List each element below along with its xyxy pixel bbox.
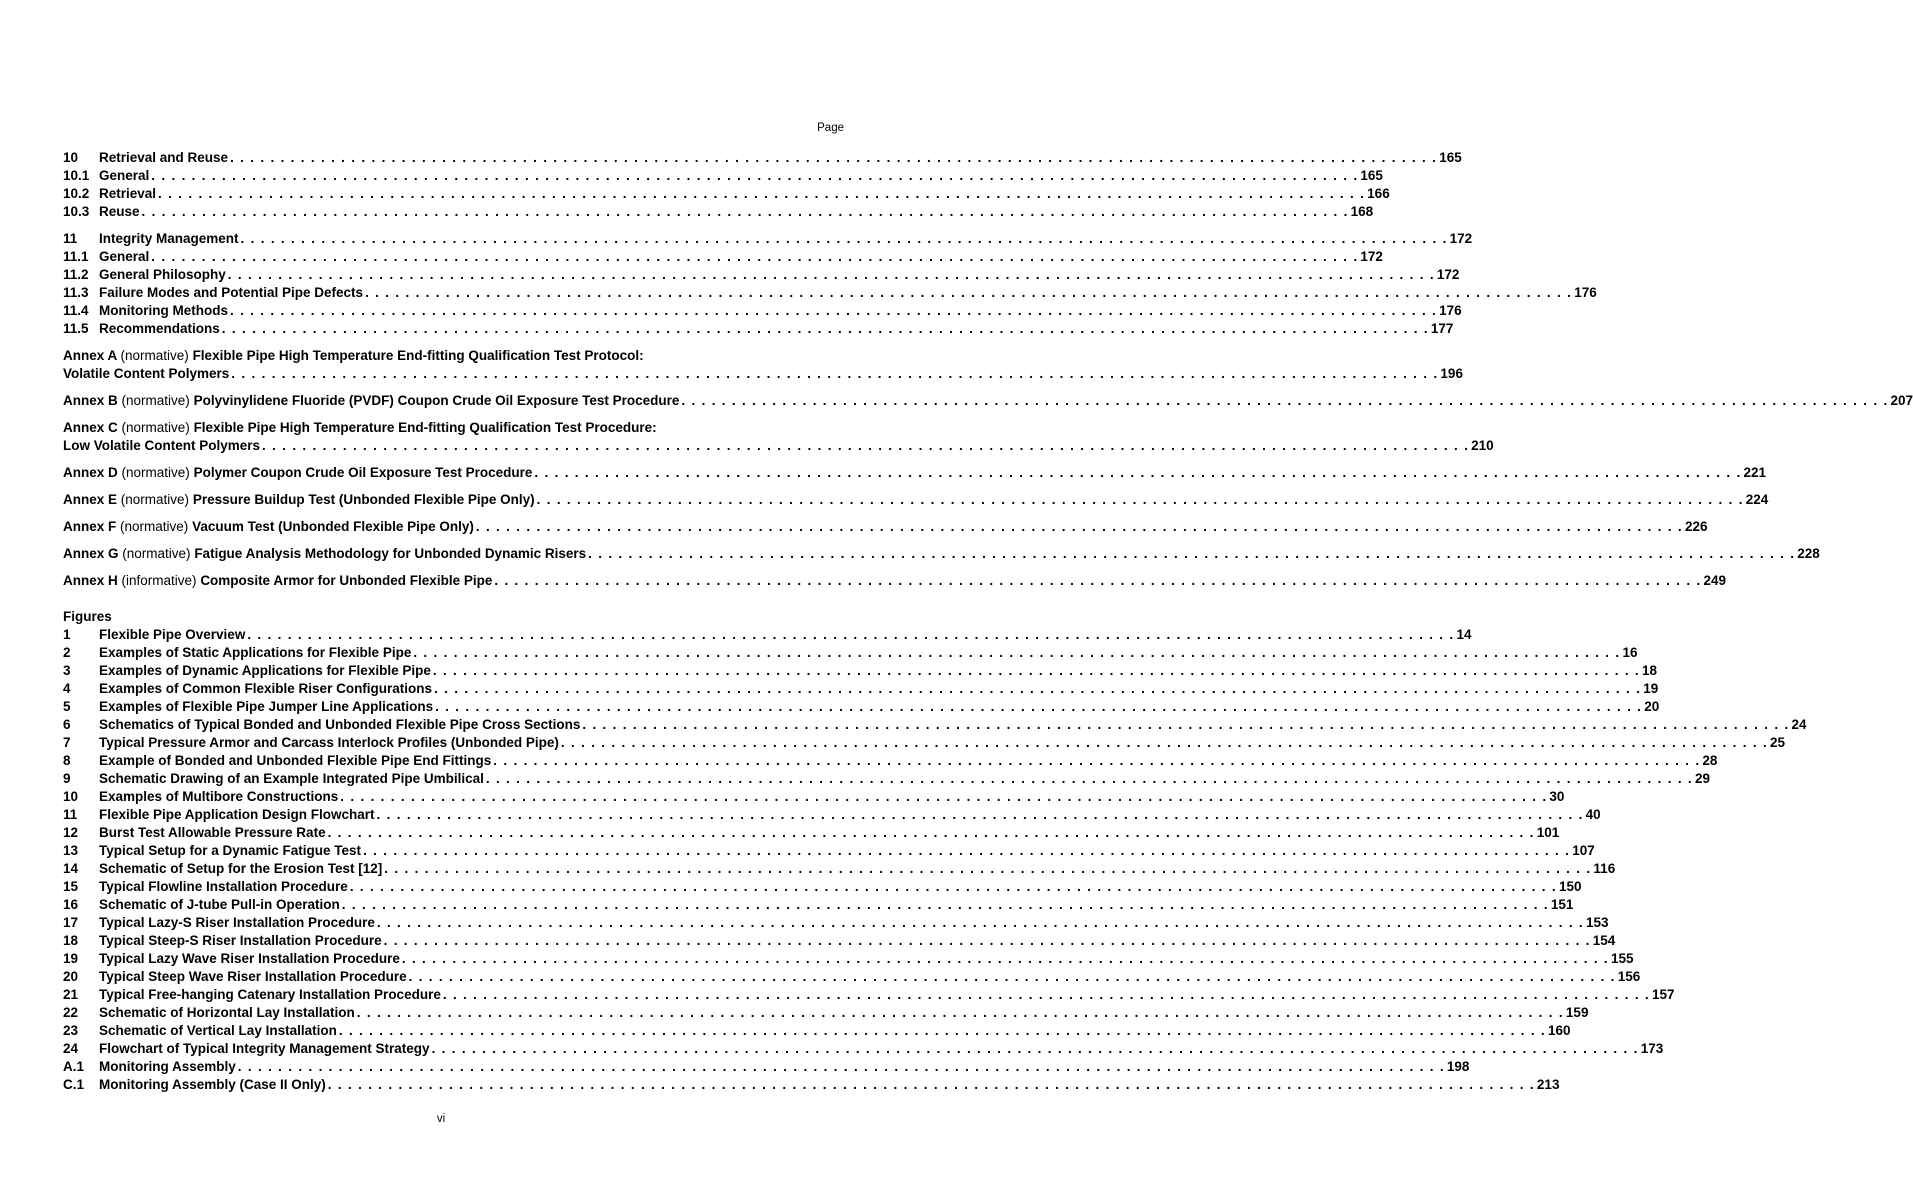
figure-entry[interactable] (63, 788, 1565, 806)
entry-page: 173 (1640, 1041, 1664, 1056)
entry-number: 15 (63, 879, 79, 894)
figure-entry[interactable] (63, 716, 1807, 734)
entry-number: 23 (63, 1023, 79, 1038)
spacer (63, 383, 820, 392)
annex-heading (63, 518, 474, 536)
annex-label: Annex D (63, 465, 118, 480)
entry-page: 101 (1536, 825, 1560, 840)
annex-kind: (normative) (122, 546, 191, 561)
annex-title: Vacuum Test (Unbonded Flexible Pipe Only) (192, 519, 474, 534)
dot-leader: . . . . . . . . . . . . . . . . . . . . . . . . . . . . . . . . . . . . . . . . . . . . . . . . . . . . . . . . . . . . . . . . . . . . . . . . . . . . . . . . . . . . . . . . . . . . . . . . . . . . . . . . . . . . . . . . . . . . . . . . (681, 393, 1889, 408)
entry-number: 10.2 (63, 186, 90, 201)
dot-leader: . . . . . . . . . . . . . . . . . . . . . . . . . . . . . . . . . . . . . . . . . . . . . . . . . . . . . . . . . . . . . . . . . . . . . . . . . . . . . . . . . . . . . . . . . . . . . . . . . . . . . . . . . . . . . . . . . . . . . . . . (356, 1005, 1564, 1020)
dot-leader: . . . . . . . . . . . . . . . . . . . . . . . . . . . . . . . . . . . . . . . . . . . . . . . . . . . . . . . . . . . . . . . . . . . . . . . . . . . . . . . . . . . . . . . . . . . . . . . . . . . . . . . . . . . . . . . . . . . . . . . . (442, 987, 1650, 1002)
annex-title: Polyvinylidene Fluoride (PVDF) Coupon Crude Oil Exposure Test Procedure (193, 393, 680, 408)
entry-page: 14 (1456, 627, 1472, 642)
annex-kind: (normative) (120, 519, 189, 534)
entry-page: 154 (1592, 933, 1616, 948)
dot-leader: . . . . . . . . . . . . . . . . . . . . . . . . . . . . . . . . . . . . . . . . . . . . . . . . . . . . . . . . . . . . . . . . . . . . . . . . . . . . . . . . . . . . . . . . . . . . . . . . . . . . . . . . . . . . . . . . . . . . . . . . (141, 204, 1349, 219)
toc-entry[interactable] (63, 149, 1462, 167)
entry-title: Recommendations (99, 321, 220, 336)
entry-title: Burst Test Allowable Pressure Rate (99, 825, 326, 840)
entry-page: 176 (1439, 303, 1462, 318)
entry-title: Typical Setup for a Dynamic Fatigue Test (99, 843, 362, 858)
annex-kind: (normative) (121, 420, 190, 435)
toc-entry-annex[interactable] (63, 545, 1820, 563)
entry-page: 249 (1703, 573, 1726, 588)
entry-title: Typical Steep Wave Riser Installation Procedure (99, 969, 407, 984)
entry-number: A.1 (63, 1059, 85, 1074)
figure-entry[interactable] (63, 824, 1560, 842)
entry-title: General (99, 249, 150, 264)
entry-page: 19 (1643, 681, 1659, 696)
entry-page: 156 (1617, 969, 1641, 984)
dot-leader: . . . . . . . . . . . . . . . . . . . . . . . . . . . . . . . . . . . . . . . . . . . . . . . . . . . . . . . . . . . . . . . . . . . . . . . . . . . . . . . . . . . . . . . . . . . . . . . . . . . . . . . . . . . . . . . . . . . . . . . . (365, 285, 1573, 300)
entry-page: 207 (1890, 393, 1913, 408)
figure-entry[interactable] (63, 680, 1659, 698)
toc-entry-annex[interactable] (63, 437, 1494, 455)
entry-title: Retrieval and Reuse (99, 150, 229, 165)
entry-page: 25 (1770, 735, 1786, 750)
entry-page: 221 (1743, 465, 1767, 480)
entry-number: 16 (63, 897, 79, 912)
entry-page: 165 (1439, 150, 1462, 165)
figure-entry[interactable] (63, 914, 1609, 932)
spacer (63, 509, 820, 518)
entry-page: 155 (1610, 951, 1634, 966)
entry-title: Typical Flowline Installation Procedure (99, 879, 348, 894)
dot-leader: . . . . . . . . . . . . . . . . . . . . . . . . . . . . . . . . . . . . . . . . . . . . . . . . . . . . . . . . . . . . . . . . . . . . . . . . . . . . . . . . . . . . . . . . . . . . . . . . . . . . . . . . . . . . . . . . . . . . . . . . (338, 1023, 1546, 1038)
dot-leader: . . . . . . . . . . . . . . . . . . . . . . . . . . . . . . . . . . . . . . . . . . . . . . . . . . . . . . . . . . . . . . . . . . . . . . . . . . . . . . . . . . . . . . . . . . . . . . . . . . . . . . . . . . . . . . . . . . . . . . . . (327, 825, 1535, 840)
annex-kind: (normative) (120, 348, 189, 363)
toc-entry-annex[interactable] (63, 464, 1767, 482)
dot-leader: . . . . . . . . . . . . . . . . . . . . . . . . . . . . . . . . . . . . . . . . . . . . . . . . . . . . . . . . . . . . . . . . . . . . . . . . . . . . . . . . . . . . . . . . . . . . . . . . . . . . . . . . . . . . . . . . . . . . . . . . (240, 231, 1448, 246)
entry-number: C.1 (63, 1077, 85, 1092)
entry-number: 9 (63, 771, 71, 786)
annex-kind: (normative) (120, 492, 190, 507)
annex-title: Fatigue Analysis Methodology for Unbonded Dynamic Risers (194, 546, 587, 561)
spacer (63, 410, 820, 419)
dot-leader: . . . . . . . . . . . . . . . . . . . . . . . . . . . . . . . . . . . . . . . . . . . . . . . . . . . . . . . . . . . . . . . . . . . . . . . . . . . . . . . . . . . . . . . . . . . . . . . . . . . . . . . . . . . . . . . . . . . . . . . . (384, 861, 1592, 876)
entry-page: 116 (1593, 861, 1616, 876)
annex-kind: (informative) (121, 573, 197, 588)
annex-title: Polymer Coupon Crude Oil Exposure Test Procedure (193, 465, 533, 480)
entry-number: 10 (63, 789, 79, 804)
entry-title: Schematic Drawing of an Example Integrated Pipe Umbilical (99, 771, 484, 786)
dot-leader: . . . . . . . . . . . . . . . . . . . . . . . . . . . . . . . . . . . . . . . . . . . . . . . . . . . . . . . . . . . . . . . . . . . . . . . . . . . . . . . . . . . . . . . . . . . . . . . . . . . . . . . . . . . . . . . . . . . . . . . . (408, 969, 1616, 984)
entry-page: 228 (1797, 546, 1820, 561)
toc-entry[interactable] (63, 167, 1383, 185)
entry-title: Integrity Management (99, 231, 239, 246)
entry-title: General (99, 168, 150, 183)
entry-title: Monitoring Assembly (Case II Only) (99, 1077, 326, 1092)
figure-entry[interactable] (63, 626, 1472, 644)
dot-leader: . . . . . . . . . . . . . . . . . . . . . . . . . . . . . . . . . . . . . . . . . . . . . . . . . . . . . . . . . . . . . . . . . . . . . . . . . . . . . . . . . . . . . . . . . . . . . . . . . . . . . . . . . . . . . . . . . . . . . . . . (413, 645, 1621, 660)
toc-entry[interactable] (63, 230, 1473, 248)
entry-number: 11.2 (63, 267, 89, 282)
entry-number: 11 (63, 231, 78, 246)
annex-kind: (normative) (121, 465, 190, 480)
entry-number: 10.1 (63, 168, 90, 183)
dot-leader: . . . . . . . . . . . . . . . . . . . . . . . . . . . . . . . . . . . . . . . . . . . . . . . . . . . . . . . . . . . . . . . . . . . . . . . . . . . . . . . . . . . . . . . . . . . . . . . . . . . . . . . . . . . . . . . . . . . . . . . . (151, 249, 1359, 264)
entry-number: 12 (63, 825, 79, 840)
dot-leader: . . . . . . . . . . . . . . . . . . . . . . . . . . . . . . . . . . . . . . . . . . . . . . . . . . . . . . . . . . . . . . . . . . . . . . . . . . . . . . . . . . . . . . . . . . . . . . . . . . . . . . . . . . . . . . . . . . . . . . . . (560, 735, 1769, 750)
entry-number: 11.4 (63, 303, 89, 318)
toc-entry[interactable] (63, 302, 1462, 320)
entry-page: 172 (1360, 249, 1383, 264)
entry-number: 19 (63, 951, 79, 966)
entry-number: 11 (63, 807, 78, 822)
figure-entry[interactable] (63, 968, 1641, 986)
dot-leader: . . . . . . . . . . . . . . . . . . . . . . . . . . . . . . . . . . . . . . . . . . . . . . . . . . . . . . . . . . . . . . . . . . . . . . . . . . . . . . . . . . . . . . . . . . . . . . . . . . . . . . . . . . . . . . . . . . . . . . . . (376, 915, 1584, 930)
annex-label: Annex H (63, 573, 118, 588)
entry-page: 16 (1622, 645, 1638, 660)
dot-leader: . . . . . . . . . . . . . . . . . . . . . . . . . . . . . . . . . . . . . . . . . . . . . . . . . . . . . . . . . . . . . . . . . . . . . . . . . . . . . . . . . . . . . . . . . . . . . . . . . . . . . . . . . . . . . . . . . . . . . . . . (432, 663, 1640, 678)
entry-title: Schematic of Horizontal Lay Installation (99, 1005, 355, 1020)
entry-title: General Philosophy (99, 267, 226, 282)
entry-title: Examples of Multibore Constructions (99, 789, 339, 804)
dot-leader: . . . . . . . . . . . . . . . . . . . . . . . . . . . . . . . . . . . . . . . . . . . . . . . . . . . . . . . . . . . . . . . . . . . . . . . . . . . . . . . . . . . . . . . . . . . . . . . . . . . . . . . . . . . . . . . . . . . . . . . . (237, 1059, 1445, 1074)
annex-title-line1: Flexible Pipe High Temperature End-fitting Qualification Test Procedure: (193, 420, 657, 435)
entry-page: 166 (1367, 186, 1390, 201)
entry-title: Schematic of Vertical Lay Installation (99, 1023, 337, 1038)
spacer (63, 536, 820, 545)
dot-leader: . . . . . . . . . . . . . . . . . . . . . . . . . . . . . . . . . . . . . . . . . . . . . . . . . . . . . . . . . . . . . . . . . . . . . . . . . . . . . . . . . . . . . . . . . . . . . . . . . . . . . . . . . . . . . . . . . . . . . . . . (363, 843, 1571, 858)
spacer (63, 455, 820, 464)
annex-heading[interactable] (63, 347, 820, 365)
entry-page: 150 (1558, 879, 1582, 894)
dot-leader: . . . . . . . . . . . . . . . . . . . . . . . . . . . . . . . . . . . . . . . . . . . . . . . . . . . . . . . . . . . . . . . . . . . . . . . . . . . . . . . . . . . . . . . . . . . . . . . . . . . . . . . . . . . . . . . . . . . . . . . . (588, 546, 1796, 561)
entry-title: Flowchart of Typical Integrity Management Strategy (99, 1041, 430, 1056)
entry-number: 3 (63, 663, 71, 678)
toc-entry-annex[interactable] (63, 572, 1726, 590)
table-of-contents (63, 149, 1913, 1094)
figure-entry[interactable] (63, 770, 1711, 788)
toc-entry[interactable] (63, 284, 1597, 302)
dot-leader: . . . . . . . . . . . . . . . . . . . . . . . . . . . . . . . . . . . . . . . . . . . . . . . . . . . . . . . . . . . . . . . . . . . . . . . . . . . . . . . . . . . . . . . . . . . . . . . . . . . . . . . . . . . . . . . . . . . . . . . . (231, 366, 1439, 381)
figure-entry[interactable] (63, 860, 1616, 878)
entry-page: 196 (1440, 366, 1463, 381)
dot-leader: . . . . . . . . . . . . . . . . . . . . . . . . . . . . . . . . . . . . . . . . . . . . . . . . . . . . . . . . . . . . . . . . . . . . . . . . . . . . . . . . . . . . . . . . . . . . . . . . . . . . . . . . . . . . . . . . . . . . . . . . (341, 897, 1549, 912)
entry-page: 29 (1694, 771, 1711, 786)
annex-title: Low Volatile Content Polymers (63, 438, 261, 453)
annex-label: Annex E (63, 492, 118, 507)
entry-number: 1 (63, 627, 71, 642)
figure-entry[interactable] (63, 986, 1675, 1004)
entry-page: 226 (1684, 519, 1708, 534)
entry-page: 210 (1471, 438, 1494, 453)
dot-leader: . . . . . . . . . . . . . . . . . . . . . . . . . . . . . . . . . . . . . . . . . . . . . . . . . . . . . . . . . . . . . . . . . . . . . . . . . . . . . . . . . . . . . . . . . . . . . . . . . . . . . . . . . . . . . . . . . . . . . . . . (401, 951, 1609, 966)
spacer (63, 482, 820, 491)
entry-title: Typical Free-hanging Catenary Installation Procedure (99, 987, 441, 1002)
entry-number: 22 (63, 1005, 79, 1020)
annex-title: Pressure Buildup Test (Unbonded Flexible Pipe Only) (192, 492, 535, 507)
entry-number: 5 (63, 699, 71, 714)
dot-leader: . . . . . . . . . . . . . . . . . . . . . . . . . . . . . . . . . . . . . . . . . . . . . . . . . . . . . . . . . . . . . . . . . . . . . . . . . . . . . . . . . . . . . . . . . . . . . . . . . . . . . . . . . . . . . . . . . . . . . . . . (327, 1077, 1535, 1092)
entry-page: 18 (1641, 663, 1657, 678)
entry-title: Examples of Common Flexible Riser Configurations (99, 681, 433, 696)
annex-heading (63, 464, 532, 482)
spacer (63, 599, 820, 608)
page-number: vi (436, 1113, 446, 1125)
annex-heading (63, 491, 535, 509)
toc-entry[interactable] (63, 266, 1460, 284)
entry-page: 224 (1745, 492, 1769, 507)
entry-page: 30 (1549, 789, 1565, 804)
entry-page: 176 (1574, 285, 1597, 300)
entry-page: 40 (1585, 807, 1601, 822)
entry-title: Monitoring Methods (99, 303, 228, 318)
entry-title: Typical Lazy Wave Riser Installation Procedure (99, 951, 400, 966)
figure-entry[interactable] (63, 734, 1786, 752)
entry-number: 4 (63, 681, 71, 696)
figure-entry[interactable] (63, 806, 1601, 824)
entry-page: 20 (1644, 699, 1660, 714)
spacer (63, 221, 820, 230)
dot-leader: . . . . . . . . . . . . . . . . . . . . . . . . . . . . . . . . . . . . . . . . . . . . . . . . . . . . . . . . . . . . . . . . . . . . . . . . . . . . . . . . . . . . . . . . . . . . . . . . . . . . . . . . . . . . . . . . . . . . . . . . (485, 771, 1693, 786)
entry-page: 157 (1651, 987, 1675, 1002)
entry-page: 213 (1536, 1077, 1560, 1092)
figure-entry[interactable] (63, 1058, 1470, 1076)
toc-entry-annex[interactable] (63, 365, 1463, 383)
entry-number: 10 (63, 150, 79, 165)
entry-title: Retrieval (99, 186, 157, 201)
annex-kind: (normative) (121, 393, 190, 408)
entry-number: 7 (63, 735, 71, 750)
entry-title: Examples of Static Applications for Flexible Pipe (99, 645, 412, 660)
figure-entry[interactable] (63, 896, 1574, 914)
dot-leader: . . . . . . . . . . . . . . . . . . . . . . . . . . . . . . . . . . . . . . . . . . . . . . . . . . . . . . . . . . . . . . . . . . . . . . . . . . . . . . . . . . . . . . . . . . . . . . . . . . . . . . . . . . . . . . . . . . . . . . . . (582, 717, 1790, 732)
entry-title: Schematics of Typical Bonded and Unbonded Flexible Pipe Cross Sections (99, 717, 581, 732)
toc-entry[interactable] (63, 185, 1390, 203)
dot-leader: . . . . . . . . . . . . . . . . . . . . . . . . . . . . . . . . . . . . . . . . . . . . . . . . . . . . . . . . . . . . . . . . . . . . . . . . . . . . . . . . . . . . . . . . . . . . . . . . . . . . . . . . . . . . . . . . . . . . . . . . (247, 627, 1455, 642)
dot-leader: . . . . . . . . . . . . . . . . . . . . . . . . . . . . . . . . . . . . . . . . . . . . . . . . . . . . . . . . . . . . . . . . . . . . . . . . . . . . . . . . . . . . . . . . . . . . . . . . . . . . . . . . . . . . . . . . . . . . . . . . (376, 807, 1584, 822)
entry-number: 8 (63, 753, 71, 768)
entry-title: Typical Lazy-S Riser Installation Procedure (99, 915, 375, 930)
figure-entry[interactable] (63, 1040, 1664, 1058)
annex-label: Annex C (63, 420, 118, 435)
figure-entry[interactable] (63, 662, 1657, 680)
annex-heading (63, 392, 679, 410)
entry-number: 13 (63, 843, 79, 858)
entry-number: 18 (63, 933, 79, 948)
toc-entry-annex[interactable] (63, 392, 1913, 410)
entry-number: 20 (63, 969, 79, 984)
toc-entry-annex[interactable] (63, 491, 1769, 509)
toc-entry[interactable] (63, 248, 1383, 266)
figures-heading: Figures (63, 609, 112, 624)
figure-entry[interactable] (63, 644, 1638, 662)
figure-entry[interactable] (63, 1022, 1571, 1040)
figure-entry[interactable] (63, 1076, 1560, 1094)
annex-label: Annex B (63, 393, 118, 408)
annex-heading[interactable] (63, 419, 820, 437)
entry-page: 107 (1572, 843, 1595, 858)
dot-leader: . . . . . . . . . . . . . . . . . . . . . . . . . . . . . . . . . . . . . . . . . . . . . . . . . . . . . . . . . . . . . . . . . . . . . . . . . . . . . . . . . . . . . . . . . . . . . . . . . . . . . . . . . . . . . . . . . . . . . . . . (349, 879, 1557, 894)
figure-entry[interactable] (63, 878, 1582, 896)
dot-leader: . . . . . . . . . . . . . . . . . . . . . . . . . . . . . . . . . . . . . . . . . . . . . . . . . . . . . . . . . . . . . . . . . . . . . . . . . . . . . . . . . . . . . . . . . . . . . . . . . . . . . . . . . . . . . . . . . . . . . . . . (434, 681, 1642, 696)
figure-entry[interactable] (63, 932, 1616, 950)
dot-leader: . . . . . . . . . . . . . . . . . . . . . . . . . . . . . . . . . . . . . . . . . . . . . . . . . . . . . . . . . . . . . . . . . . . . . . . . . . . . . . . . . . . . . . . . . . . . . . . . . . . . . . . . . . . . . . . . . . . . . . . . (475, 519, 1683, 534)
entry-page: 159 (1565, 1005, 1589, 1020)
entry-page: 153 (1585, 915, 1609, 930)
dot-leader: . . . . . . . . . . . . . . . . . . . . . . . . . . . . . . . . . . . . . . . . . . . . . . . . . . . . . . . . . . . . . . . . . . . . . . . . . . . . . . . . . . . . . . . . . . . . . . . . . . . . . . . . . . . . . . . . . . . . . . . . (383, 933, 1591, 948)
entry-page: 198 (1446, 1059, 1470, 1074)
entry-title: Reuse (99, 204, 140, 219)
toc-entry[interactable] (63, 203, 1374, 221)
entry-number: 10.3 (63, 204, 90, 219)
page-column-label: Page (817, 122, 844, 134)
entry-title: Typical Steep-S Riser Installation Procedure (99, 933, 382, 948)
annex-heading (63, 572, 492, 590)
entry-number: 11.1 (63, 249, 89, 264)
dot-leader: . . . . . . . . . . . . . . . . . . . . . . . . . . . . . . . . . . . . . . . . . . . . . . . . . . . . . . . . . . . . . . . . . . . . . . . . . . . . . . . . . . . . . . . . . . . . . . . . . . . . . . . . . . . . . . . . . . . . . . . . (221, 321, 1429, 336)
entry-number: 17 (63, 915, 79, 930)
entry-page: 165 (1360, 168, 1383, 183)
annex-title: Volatile Content Polymers (63, 366, 230, 381)
entry-title: Schematic of J-tube Pull-in Operation (99, 897, 340, 912)
dot-leader: . . . . . . . . . . . . . . . . . . . . . . . . . . . . . . . . . . . . . . . . . . . . . . . . . . . . . . . . . . . . . . . . . . . . . . . . . . . . . . . . . . . . . . . . . . . . . . . . . . . . . . . . . . . . . . . . . . . . . . . . (493, 753, 1701, 768)
dot-leader: . . . . . . . . . . . . . . . . . . . . . . . . . . . . . . . . . . . . . . . . . . . . . . . . . . . . . . . . . . . . . . . . . . . . . . . . . . . . . . . . . . . . . . . . . . . . . . . . . . . . . . . . . . . . . . . . . . . . . . . . (431, 1041, 1639, 1056)
dot-leader: . . . . . . . . . . . . . . . . . . . . . . . . . . . . . . . . . . . . . . . . . . . . . . . . . . . . . . . . . . . . . . . . . . . . . . . . . . . . . . . . . . . . . . . . . . . . . . . . . . . . . . . . . . . . . . . . . . . . . . . . (340, 789, 1548, 804)
dot-leader: . . . . . . . . . . . . . . . . . . . . . . . . . . . . . . . . . . . . . . . . . . . . . . . . . . . . . . . . . . . . . . . . . . . . . . . . . . . . . . . . . . . . . . . . . . . . . . . . . . . . . . . . . . . . . . . . . . . . . . . . (534, 465, 1742, 480)
entry-page: 151 (1550, 897, 1574, 912)
entry-number: 6 (63, 717, 71, 732)
entry-number: 2 (63, 645, 71, 660)
annex-label: Annex A (63, 348, 117, 363)
dot-leader: . . . . . . . . . . . . . . . . . . . . . . . . . . . . . . . . . . . . . . . . . . . . . . . . . . . . . . . . . . . . . . . . . . . . . . . . . . . . . . . . . . . . . . . . . . . . . . . . . . . . . . . . . . . . . . . . . . . . . . . . (494, 573, 1702, 588)
entry-page: 172 (1449, 231, 1473, 246)
entry-title: Schematic of Setup for the Erosion Test [12] (99, 861, 383, 876)
entry-number: 11.3 (63, 285, 89, 300)
spacer (63, 590, 820, 599)
annex-title-line1: Flexible Pipe High Temperature End-fitting Qualification Test Protocol: (192, 348, 644, 363)
figure-entry[interactable] (63, 842, 1595, 860)
entry-number: 24 (63, 1041, 79, 1056)
dot-leader: . . . . . . . . . . . . . . . . . . . . . . . . . . . . . . . . . . . . . . . . . . . . . . . . . . . . . . . . . . . . . . . . . . . . . . . . . . . . . . . . . . . . . . . . . . . . . . . . . . . . . . . . . . . . . . . . . . . . . . . . (262, 438, 1470, 453)
dot-leader: . . . . . . . . . . . . . . . . . . . . . . . . . . . . . . . . . . . . . . . . . . . . . . . . . . . . . . . . . . . . . . . . . . . . . . . . . . . . . . . . . . . . . . . . . . . . . . . . . . . . . . . . . . . . . . . . . . . . . . . . (435, 699, 1643, 714)
entry-page: 172 (1436, 267, 1460, 282)
entry-number: 11.5 (63, 321, 89, 336)
figure-entry[interactable] (63, 752, 1718, 770)
entry-page: 160 (1547, 1023, 1571, 1038)
entry-title: Failure Modes and Potential Pipe Defects (99, 285, 364, 300)
entry-title: Examples of Dynamic Applications for Flexible Pipe (99, 663, 431, 678)
annex-heading (63, 545, 586, 563)
spacer (63, 338, 820, 347)
toc-entry-annex[interactable] (63, 518, 1708, 536)
annex-title: Composite Armor for Unbonded Flexible Pipe (200, 573, 493, 588)
figure-entry[interactable] (63, 950, 1634, 968)
annex-label: Annex G (63, 546, 119, 561)
dot-leader: . . . . . . . . . . . . . . . . . . . . . . . . . . . . . . . . . . . . . . . . . . . . . . . . . . . . . . . . . . . . . . . . . . . . . . . . . . . . . . . . . . . . . . . . . . . . . . . . . . . . . . . . . . . . . . . . . . . . . . . . (227, 267, 1435, 282)
dot-leader: . . . . . . . . . . . . . . . . . . . . . . . . . . . . . . . . . . . . . . . . . . . . . . . . . . . . . . . . . . . . . . . . . . . . . . . . . . . . . . . . . . . . . . . . . . . . . . . . . . . . . . . . . . . . . . . . . . . . . . . . (158, 186, 1366, 201)
figure-entry[interactable] (63, 698, 1660, 716)
dot-leader: . . . . . . . . . . . . . . . . . . . . . . . . . . . . . . . . . . . . . . . . . . . . . . . . . . . . . . . . . . . . . . . . . . . . . . . . . . . . . . . . . . . . . . . . . . . . . . . . . . . . . . . . . . . . . . . . . . . . . . . . (536, 492, 1744, 507)
entry-title: Monitoring Assembly (99, 1059, 236, 1074)
entry-title: Typical Pressure Armor and Carcass Interlock Profiles (Unbonded Pipe) (99, 735, 559, 750)
dot-leader: . . . . . . . . . . . . . . . . . . . . . . . . . . . . . . . . . . . . . . . . . . . . . . . . . . . . . . . . . . . . . . . . . . . . . . . . . . . . . . . . . . . . . . . . . . . . . . . . . . . . . . . . . . . . . . . . . . . . . . . . (151, 168, 1359, 183)
entry-title: Examples of Flexible Pipe Jumper Line Applications (99, 699, 434, 714)
entry-number: 21 (63, 987, 79, 1002)
toc-entry[interactable] (63, 320, 1454, 338)
entry-title: Flexible Pipe Overview (99, 627, 246, 642)
dot-leader: . . . . . . . . . . . . . . . . . . . . . . . . . . . . . . . . . . . . . . . . . . . . . . . . . . . . . . . . . . . . . . . . . . . . . . . . . . . . . . . . . . . . . . . . . . . . . . . . . . . . . . . . . . . . . . . . . . . . . . . . (230, 150, 1438, 165)
entry-page: 28 (1702, 753, 1718, 768)
entry-number: 14 (63, 861, 79, 876)
annex-label: Annex F (63, 519, 117, 534)
entry-page: 168 (1350, 204, 1374, 219)
entry-title: Example of Bonded and Unbonded Flexible Pipe End Fittings (99, 753, 492, 768)
figure-entry[interactable] (63, 1004, 1589, 1022)
entry-page: 24 (1791, 717, 1807, 732)
dot-leader: . . . . . . . . . . . . . . . . . . . . . . . . . . . . . . . . . . . . . . . . . . . . . . . . . . . . . . . . . . . . . . . . . . . . . . . . . . . . . . . . . . . . . . . . . . . . . . . . . . . . . . . . . . . . . . . . . . . . . . . . (229, 303, 1438, 318)
entry-title: Flexible Pipe Application Design Flowchart (99, 807, 375, 822)
spacer (63, 563, 820, 572)
entry-page: 177 (1430, 321, 1454, 336)
